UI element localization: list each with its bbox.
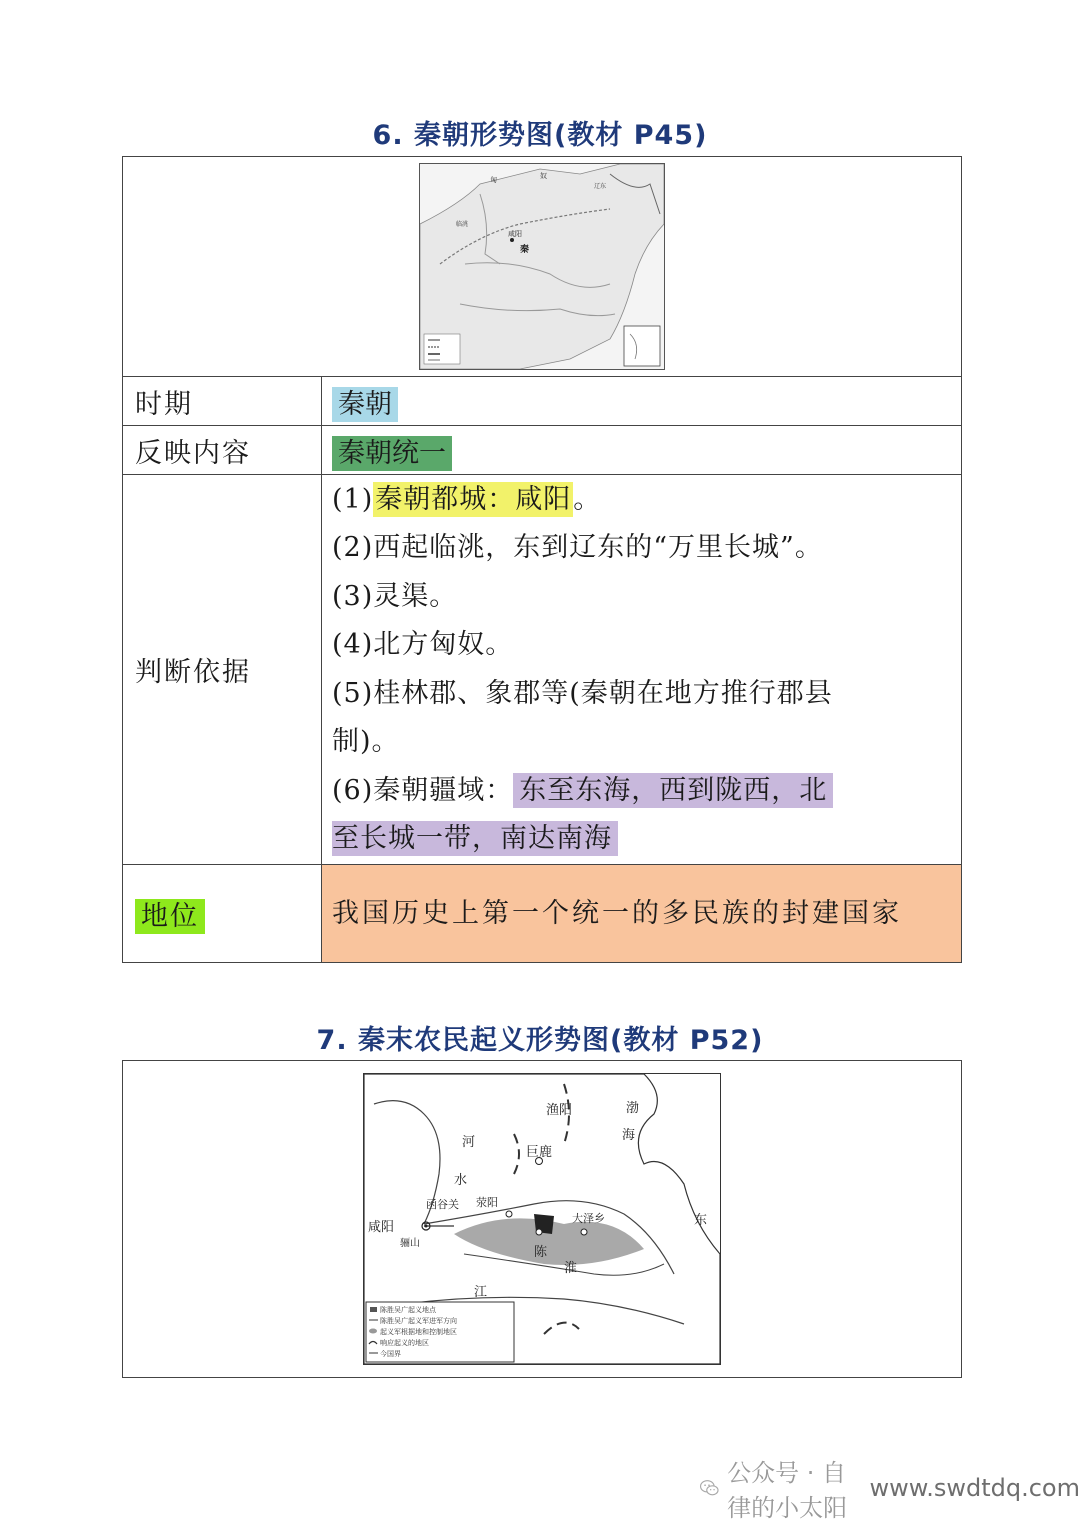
map-label-he: 河 xyxy=(462,1135,476,1150)
basis-item-1: (1)秦朝都城：咸阳。 xyxy=(332,483,602,515)
map-cell xyxy=(123,157,962,377)
map-label-huai: 淮 xyxy=(564,1261,578,1276)
status-value: 我国历史上第一个统一的多民族的封建国家 xyxy=(322,865,962,963)
basis-item-6: (6)秦朝疆域： 东至东海，西到陇西，北 xyxy=(332,767,957,816)
map-label-yuyang: 渔阳 xyxy=(546,1103,573,1118)
map-label-chen: 陈 xyxy=(534,1245,548,1260)
content-value-cell xyxy=(322,426,962,475)
map-label-nu: 奴 xyxy=(540,172,547,180)
basis-item-4: (4)北方匈奴。 xyxy=(332,629,514,660)
legend-item-2: 陈胜吴广起义军进军方向 xyxy=(380,1317,457,1325)
wechat-icon xyxy=(700,1473,719,1503)
map-label-xianyang: 咸阳 xyxy=(508,230,522,238)
qin-map-table xyxy=(122,156,962,963)
uprising-map-table xyxy=(122,1060,962,1378)
map-label-bo: 渤 xyxy=(626,1101,640,1116)
basis-item-6-cont: 至长城一带，南达南海 xyxy=(332,815,957,864)
map-label-dong: 东 xyxy=(694,1213,708,1228)
watermark-url: www.swdtdq.com xyxy=(869,1474,1080,1502)
period-value-cell xyxy=(322,377,962,426)
map-label-hai: 海 xyxy=(622,1128,636,1143)
period-label: 时期 xyxy=(123,377,322,426)
map-cell-2 xyxy=(123,1061,962,1378)
status-label: 地位 xyxy=(135,899,205,934)
map-label-julu: 巨鹿 xyxy=(526,1145,553,1160)
watermark xyxy=(700,1459,1080,1522)
status-label-cell xyxy=(123,865,322,963)
map-label-xingyang: 荥阳 xyxy=(476,1196,498,1209)
content-label: 反映内容 xyxy=(123,426,322,475)
map-label-hanguguan: 函谷关 xyxy=(426,1198,459,1211)
map-label-qin: 秦 xyxy=(520,245,530,255)
legend-item-3: 起义军根据地和控制地区 xyxy=(380,1328,457,1336)
peasant-uprising-map xyxy=(363,1073,721,1365)
map-label-shui: 水 xyxy=(454,1173,468,1188)
period-value: 秦朝 xyxy=(332,387,398,422)
basis-item-3: (3)灵渠。 xyxy=(332,580,458,612)
map-label-dazexiang: 大泽乡 xyxy=(572,1212,605,1225)
watermark-text: 公众号 · 自律的小太阳 xyxy=(727,1459,848,1522)
legend-item-4: 响应起义的地区 xyxy=(380,1339,429,1347)
basis-item-5: (5)桂林郡、象郡等(秦朝在地方推行郡县 xyxy=(332,677,833,709)
legend-item-5: 今国界 xyxy=(380,1350,401,1358)
basis-label: 判断依据 xyxy=(123,475,322,865)
basis-item-5-cont: 制)。 xyxy=(332,726,400,757)
section7-title: 7. 秦末农民起义形势图(教材 P52) xyxy=(316,1025,764,1056)
qin-territory-map xyxy=(419,163,665,370)
content-value: 秦朝统一 xyxy=(332,436,452,471)
map-label-jiang: 江 xyxy=(474,1285,488,1300)
map-label-liaodong: 辽东 xyxy=(594,183,607,190)
legend-item-1: 陈胜吴广起义地点 xyxy=(380,1306,436,1314)
basis-list xyxy=(322,475,962,865)
map-label-lishan: 骊山 xyxy=(400,1238,420,1249)
map-label-xianyang: 咸阳 xyxy=(368,1220,395,1235)
basis-item-2: (2)西起临洮，东到辽东的“万里长城”。 xyxy=(332,532,823,563)
section6-title: 6. 秦朝形势图(教材 P45) xyxy=(372,120,708,151)
map-label-xiong: 匈 xyxy=(490,176,497,184)
map-label-linyao: 临洮 xyxy=(456,221,469,228)
